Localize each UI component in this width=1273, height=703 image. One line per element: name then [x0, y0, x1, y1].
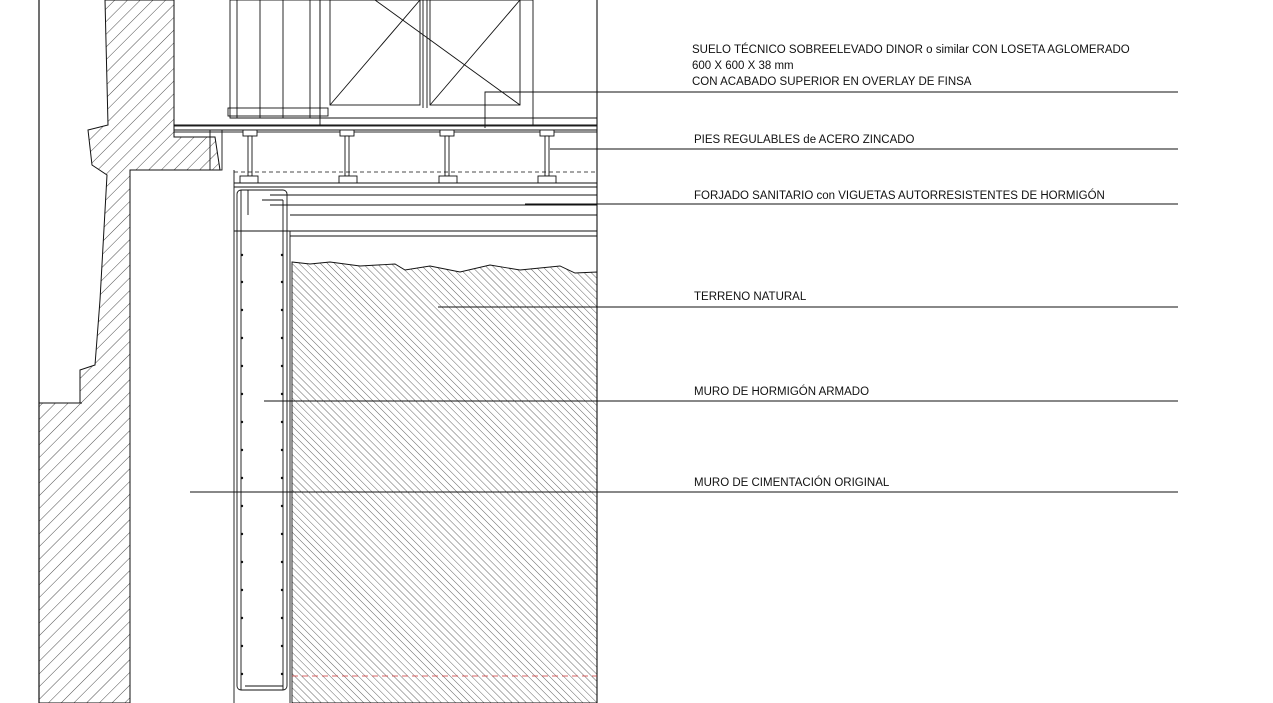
- reinforced-concrete-wall: [234, 170, 290, 703]
- sanitary-slab: [234, 183, 597, 236]
- label-pedestals: PIES REGULABLES de ACERO ZINCADO: [694, 134, 915, 146]
- leader-raised-floor: [485, 92, 1178, 128]
- label-foundation-wall: MURO DE CIMENTACIÓN ORIGINAL: [694, 477, 890, 489]
- label-raised-floor-line1: SUELO TÉCNICO SOBREELEVADO DINOR o similar CON LOSETA AGLOMERADO: [692, 44, 1130, 56]
- raised-floor-tiles: [174, 126, 597, 170]
- rebar-dots: [241, 254, 283, 675]
- natural-ground: [292, 262, 597, 703]
- original-foundation-wall: [39, 0, 220, 703]
- window-frame: [174, 0, 597, 130]
- label-raised-floor-line3: CON ACABADO SUPERIOR EN OVERLAY DE FINSA: [692, 76, 972, 88]
- adjustable-pedestals: [240, 130, 556, 183]
- pedestal: [538, 130, 556, 183]
- pedestal: [439, 130, 457, 183]
- label-raised-floor: [692, 42, 1130, 90]
- label-slab: FORJADO SANITARIO con VIGUETAS AUTORRESISTENTES DE HORMIGÓN: [694, 190, 1105, 202]
- pedestal: [339, 130, 357, 183]
- label-raised-floor-line2: 600 X 600 X 38 mm: [692, 60, 794, 72]
- pedestal: [240, 130, 258, 183]
- label-ground: TERRENO NATURAL: [694, 291, 807, 303]
- label-rc-wall: MURO DE HORMIGÓN ARMADO: [694, 386, 870, 398]
